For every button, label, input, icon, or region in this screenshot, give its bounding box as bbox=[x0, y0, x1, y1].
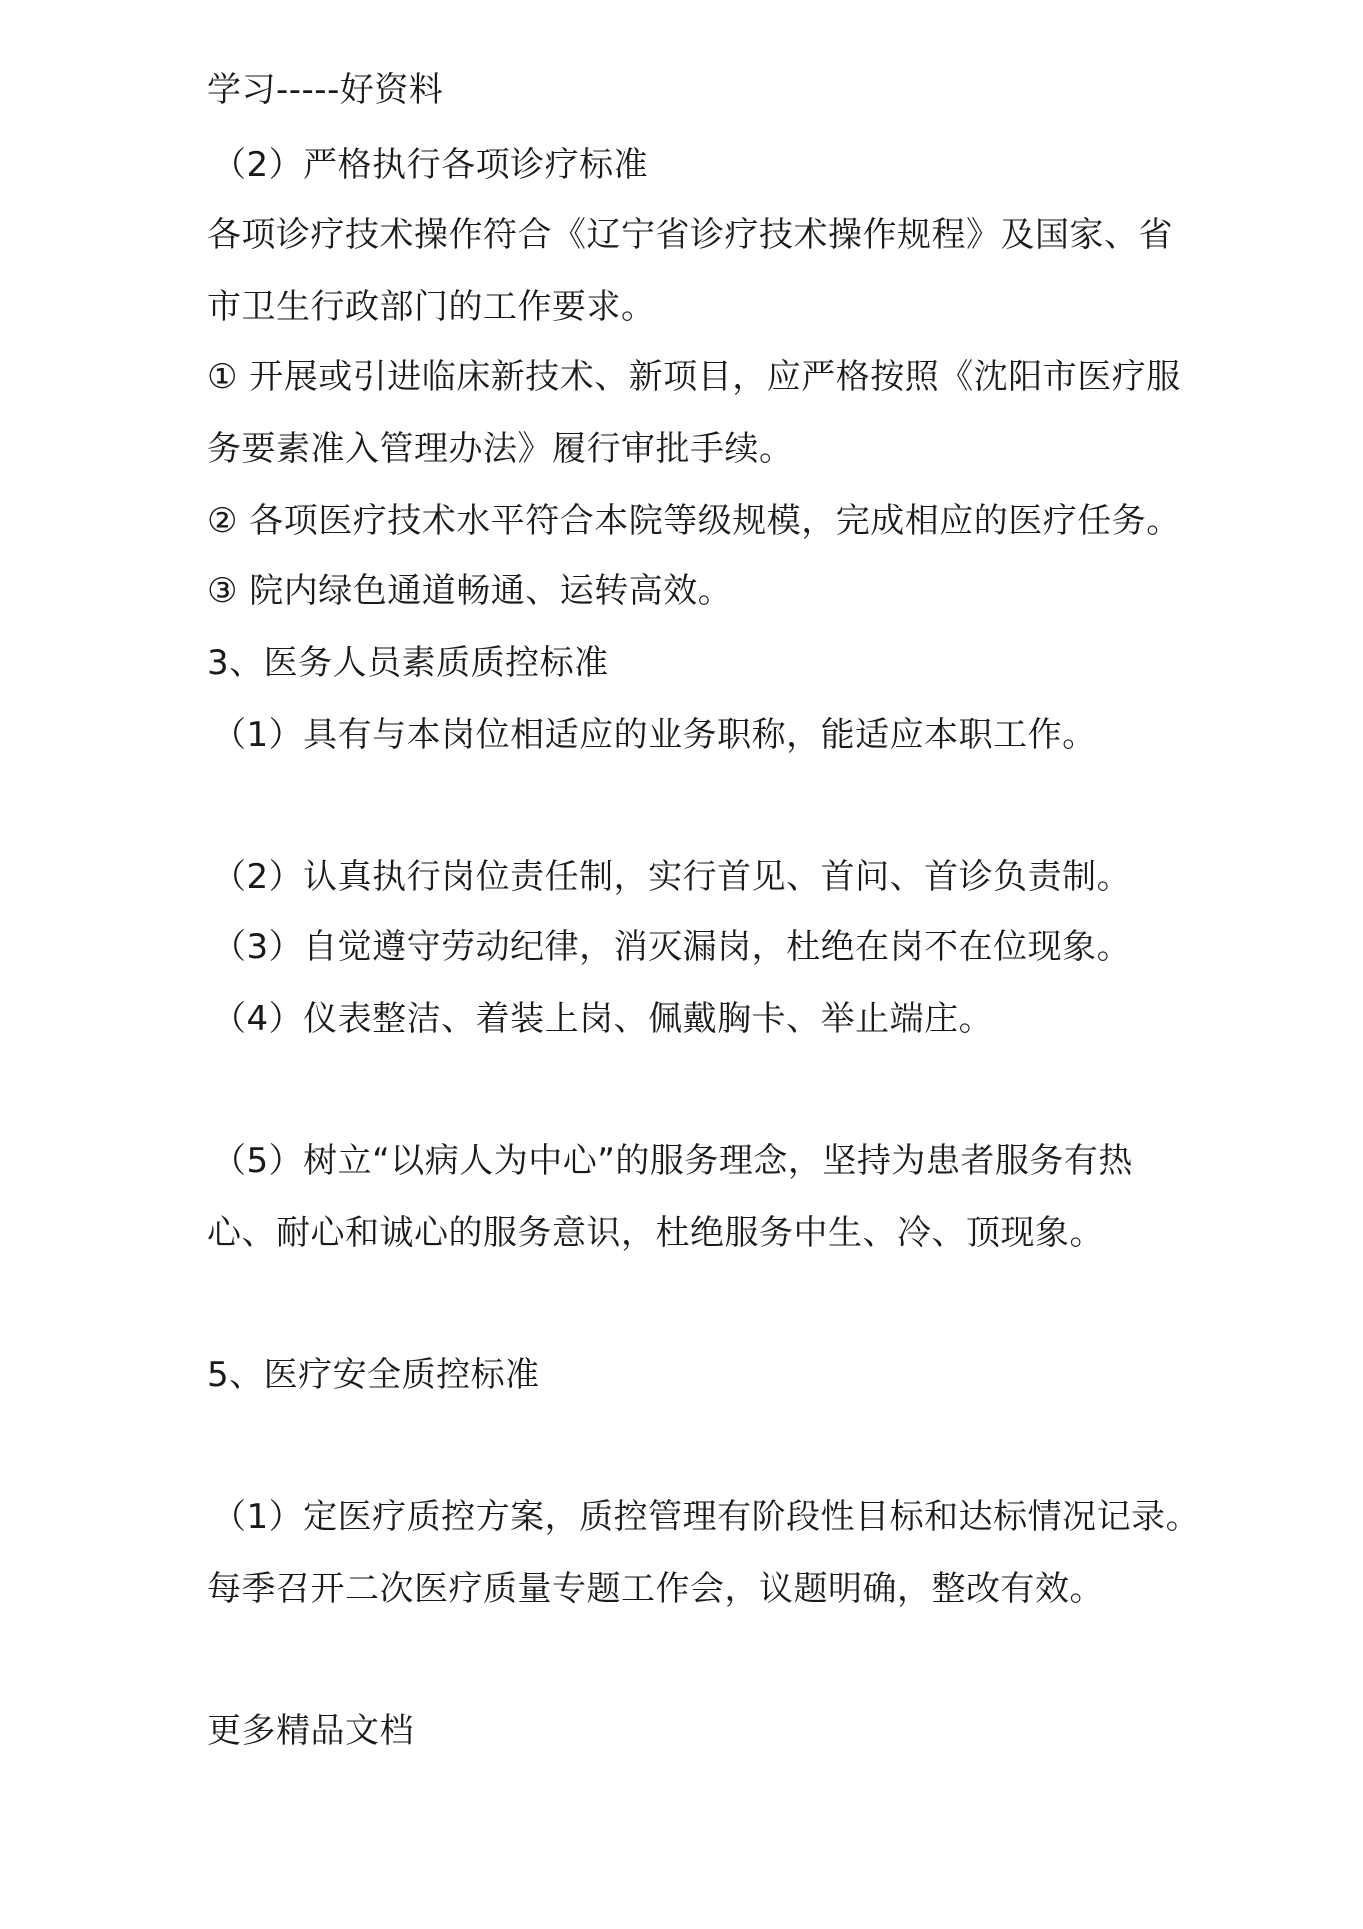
paragraph-line: （5）树立“以病人为中心”的服务理念，坚持为患者服务有热 bbox=[212, 1141, 1133, 1181]
page-footer: 更多精品文档 bbox=[207, 1711, 414, 1751]
paragraph-line: 务要素准入管理办法》履行审批手续。 bbox=[207, 429, 794, 469]
paragraph-line: 心、耐心和诚心的服务意识，杜绝服务中生、冷、顶现象。 bbox=[207, 1213, 1104, 1253]
paragraph-line: （1）定医疗质控方案，质控管理有阶段性目标和达标情况记录。 bbox=[212, 1497, 1201, 1537]
paragraph-line: ② 各项医疗技术水平符合本院等级规模，完成相应的医疗任务。 bbox=[207, 501, 1181, 541]
paragraph-line: 市卫生行政部门的工作要求。 bbox=[207, 287, 656, 327]
section-heading: 3、医务人员素质质控标准 bbox=[207, 643, 609, 683]
section-heading: 5、医疗安全质控标准 bbox=[207, 1355, 540, 1395]
paragraph-line: ① 开展或引进临床新技术、新项目，应严格按照《沈阳市医疗服 bbox=[207, 357, 1181, 397]
paragraph-line: （2）认真执行岗位责任制，实行首见、首问、首诊负责制。 bbox=[212, 857, 1132, 897]
paragraph-line: 各项诊疗技术操作符合《辽宁省诊疗技术操作规程》及国家、省 bbox=[207, 215, 1173, 255]
paragraph-line: （2）严格执行各项诊疗标准 bbox=[212, 145, 649, 185]
paragraph-line: （4）仪表整洁、着装上岗、佩戴胸卡、举止端庄。 bbox=[212, 999, 994, 1039]
paragraph-line: 每季召开二次医疗质量专题工作会，议题明确，整改有效。 bbox=[207, 1569, 1104, 1609]
page-header: 学习-----好资料 bbox=[207, 70, 444, 110]
paragraph-line: ③ 院内绿色通道畅通、运转高效。 bbox=[207, 571, 733, 611]
paragraph-line: （3）自觉遵守劳动纪律，消灭漏岗，杜绝在岗不在位现象。 bbox=[212, 927, 1132, 967]
paragraph-line: （1）具有与本岗位相适应的业务职称，能适应本职工作。 bbox=[212, 715, 1097, 755]
